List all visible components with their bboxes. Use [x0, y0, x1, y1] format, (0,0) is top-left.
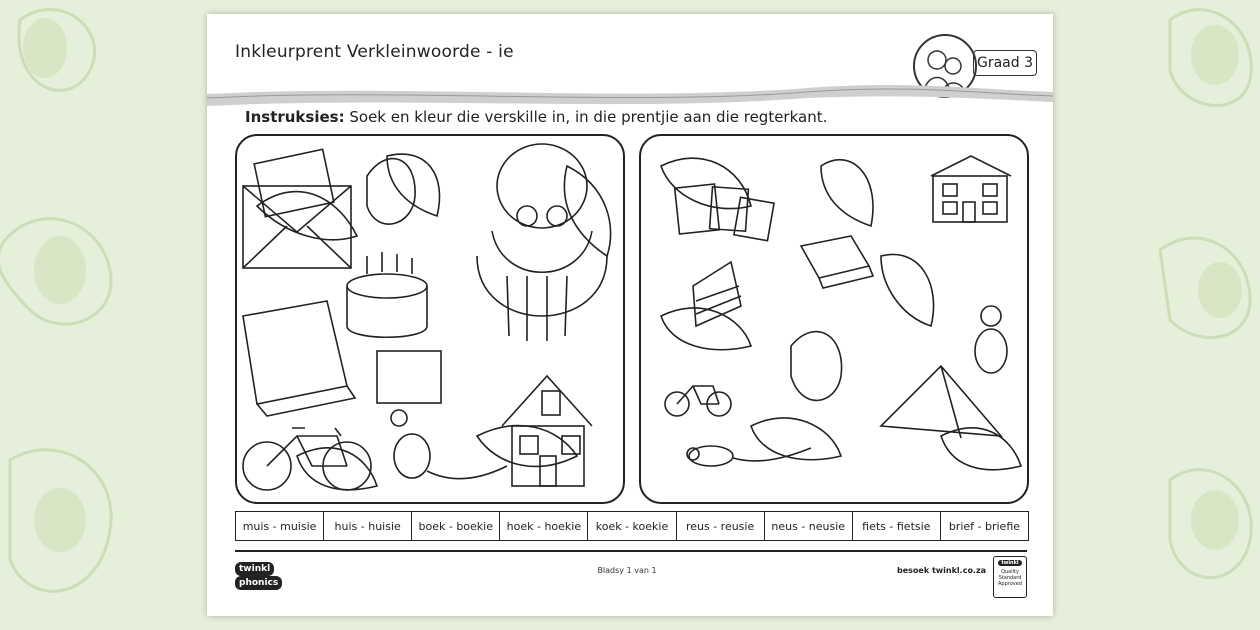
word-pair-cell: muis - muisie — [236, 512, 324, 540]
word-pair-cell: koek - koekie — [588, 512, 676, 540]
word-pair-cell: fiets - fietsie — [853, 512, 941, 540]
logo-bottom-text: phonics — [235, 576, 282, 590]
header-wave-divider — [207, 72, 1053, 112]
instructions-text: Soek en kleur die verskille in, in die prentjie aan die regterkant. — [349, 108, 828, 126]
page-number: Bladsy 1 van 1 — [597, 566, 657, 575]
word-pair-cell: brief - briefie — [948, 519, 1021, 533]
logo-top-text: twinkl — [235, 562, 274, 576]
word-pair-cell: huis - huisie — [324, 512, 412, 540]
right-picture-panel — [639, 134, 1029, 504]
badge-text: Quality Standard Approved — [998, 569, 1022, 587]
instructions-label: Instruksies: — [245, 108, 345, 126]
website-link[interactable]: besoek twinkl.co.za — [897, 566, 987, 575]
right-picture-illustration — [641, 136, 1027, 502]
worksheet-page — [207, 14, 1053, 616]
word-pair-cell: neus - neusie — [765, 512, 853, 540]
worksheet-title: Inkleurprent Verkleinwoorde - ie — [235, 42, 514, 62]
twinkl-phonics-logo — [235, 562, 281, 592]
word-pair-cell: reus - reusie — [677, 512, 765, 540]
word-pair-cell: boek - boekie — [412, 512, 500, 540]
word-pairs-table — [235, 511, 1029, 541]
instructions — [245, 108, 827, 126]
grade-label: Graad 3 — [973, 50, 1037, 76]
word-pair-cell: hoek - hoekie — [500, 512, 588, 540]
left-picture-panel — [235, 134, 625, 504]
badge-logo-text: twinkl — [998, 560, 1022, 566]
quality-standard-badge — [993, 556, 1027, 598]
footer-divider — [235, 550, 1027, 552]
left-picture-illustration — [237, 136, 623, 502]
